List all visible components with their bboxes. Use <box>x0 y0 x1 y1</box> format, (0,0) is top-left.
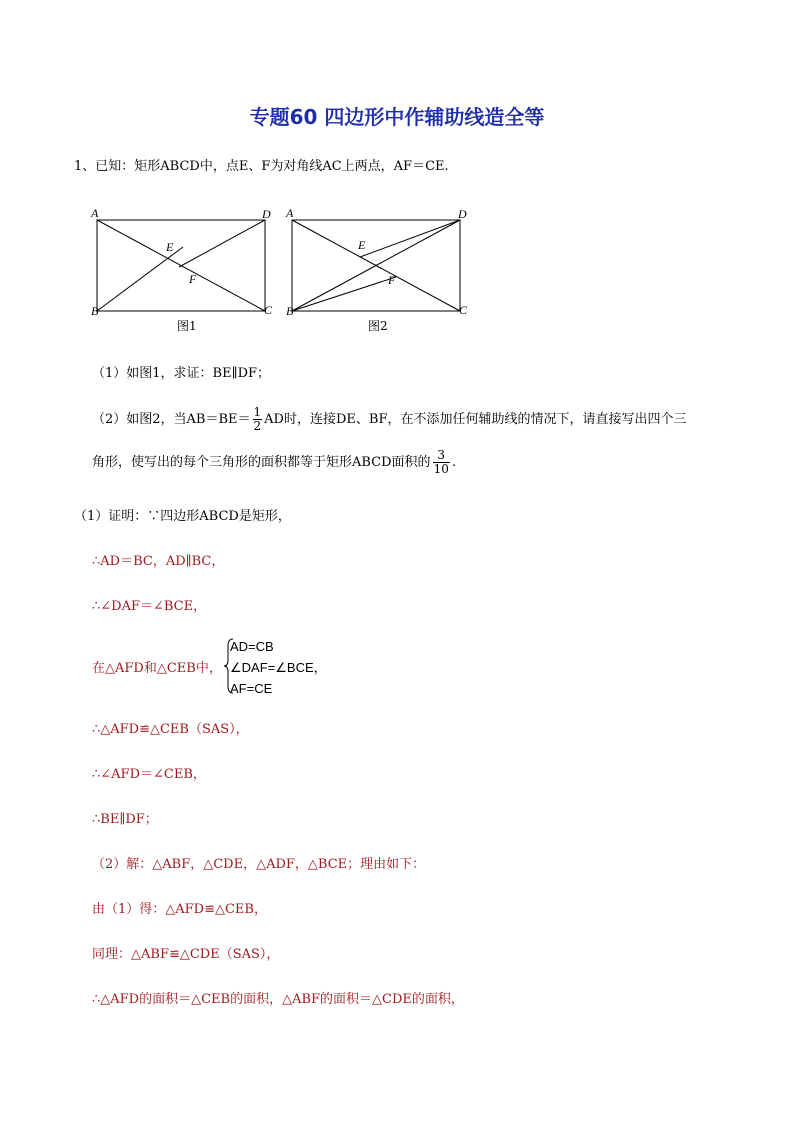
solution-line-7: ∴BE∥DF； <box>92 812 158 827</box>
page-title: 专题60 四边形中作辅助线造全等 <box>249 105 545 129</box>
fig2-label-e: E <box>358 238 366 252</box>
part-2-question-line-2: 角形，使写出的每个三角形的面积都等于矩形ABCD面积的 $\frac{3}{10}$ . <box>92 448 456 476</box>
problem-intro: 1、已知：矩形ABCD中，点E、F为对角线AC上两点，AF＝CE. <box>74 159 449 174</box>
fig2-label-f: F <box>388 273 396 287</box>
figure-2-caption: 图2 <box>368 319 388 333</box>
solution-line-1: （1）证明：∵四边形ABCD是矩形， <box>74 509 291 524</box>
part-1-question: （1）如图1，求证：BE∥DF； <box>92 366 271 381</box>
part-2-question-line-1: （2）如图2，当AB＝BE＝ $\frac{1}{2}$ AD时，连接DE、BF，在不添加任何辅助线的情况下，请直接写出四个三 <box>92 405 687 433</box>
system-eq-3: AF=CE <box>230 681 273 696</box>
fig1-label-e: E <box>166 240 174 254</box>
solution-line-3: ∴∠DAF＝∠BCE， <box>92 599 207 614</box>
fig1-label-f: F <box>189 272 197 286</box>
fig1-label-a: A <box>91 206 99 220</box>
equation-system <box>230 636 327 699</box>
solution-line-4: 在△AFD和△CEB中， <box>92 661 222 676</box>
solution-line-2: ∴AD＝BC，AD∥BC， <box>92 554 225 569</box>
fig2-label-c: C <box>459 303 468 317</box>
fraction-three-tenths: $\frac{3}{10}$ <box>433 448 449 476</box>
solution-line-10: 同理：△ABF≌△CDE（SAS）， <box>92 947 280 962</box>
solution-line-8: （2）解：△ABF，△CDE，△ADF，△BCE；理由如下： <box>92 857 426 872</box>
system-eq-2: ∠DAF=∠BCE， <box>230 660 327 675</box>
fraction-one-half: $\frac{1}{2}$ <box>253 405 262 433</box>
system-eq-1: AD=CB <box>230 639 274 654</box>
solution-line-6: ∴∠AFD＝∠CEB， <box>92 767 206 782</box>
solution-line-11: ∴△AFD的面积＝△CEB的面积，△ABF的面积＝△CDE的面积， <box>92 992 464 1007</box>
fig1-label-b: B <box>91 304 99 318</box>
fig1-label-c: C <box>264 303 273 317</box>
fig2-label-d: D <box>458 207 467 221</box>
solution-line-5: ∴△AFD≌△CEB（SAS）， <box>92 722 249 737</box>
fig2-label-b: B <box>286 304 294 318</box>
fig2-label-a: A <box>286 206 294 220</box>
figure-1-caption: 图1 <box>177 319 197 333</box>
fig1-label-d: D <box>262 207 271 221</box>
solution-line-9: 由（1）得：△AFD≌△CEB， <box>92 902 267 917</box>
